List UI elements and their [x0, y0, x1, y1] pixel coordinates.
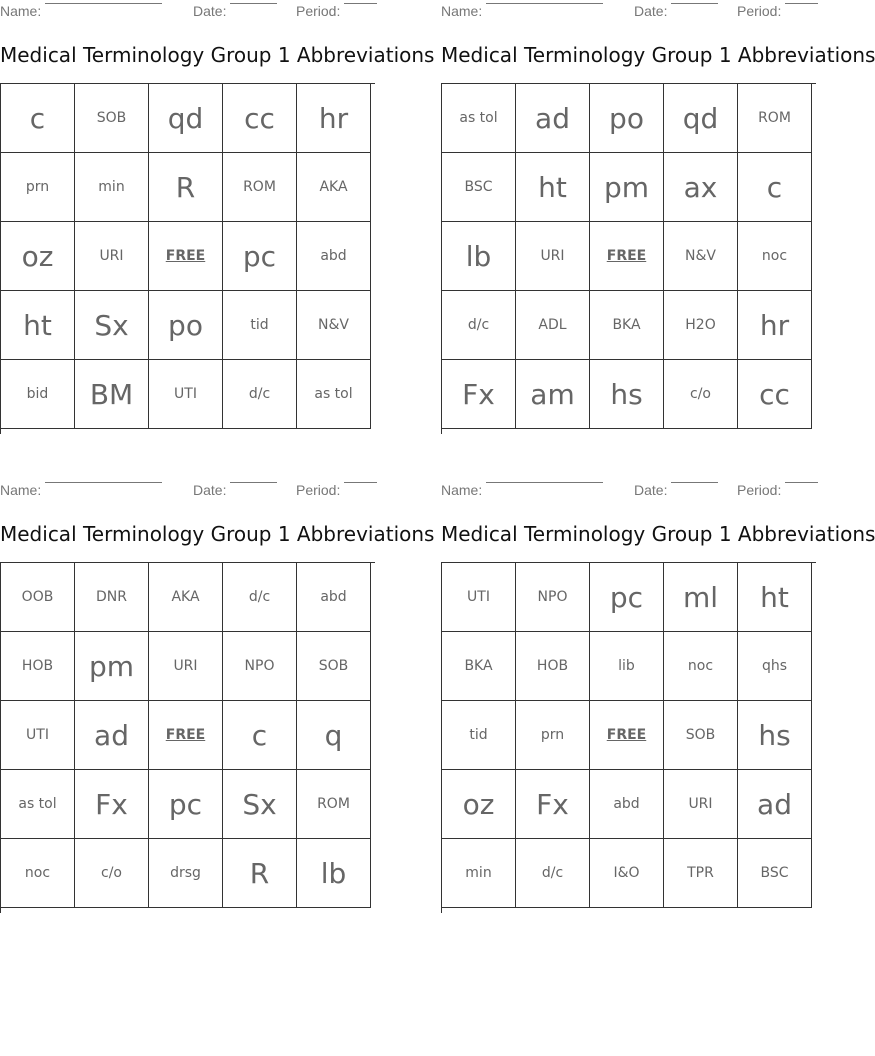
bingo-cell: Fx — [516, 770, 590, 839]
bingo-cell: AKA — [149, 563, 223, 632]
bingo-cell: lb — [297, 839, 371, 908]
bingo-cell: d/c — [442, 291, 516, 360]
bingo-cell: ad — [75, 701, 149, 770]
bingo-cell: abd — [297, 222, 371, 291]
bingo-cell: lib — [590, 632, 664, 701]
bingo-cell: OOB — [1, 563, 75, 632]
bingo-cell: hs — [738, 701, 812, 770]
bingo-cell: DNR — [75, 563, 149, 632]
bingo-cell: tid — [442, 701, 516, 770]
date-label: Date: — [193, 482, 227, 498]
free-space: FREE — [590, 701, 664, 770]
bingo-grid — [0, 562, 375, 913]
bingo-cell: SOB — [75, 84, 149, 153]
bingo-cell: lb — [442, 222, 516, 291]
bingo-cell: HOB — [516, 632, 590, 701]
card-title: Medical Terminology Group 1 Abbreviations — [441, 43, 875, 67]
bingo-cell: qd — [149, 84, 223, 153]
date-label: Date: — [634, 482, 668, 498]
header-fields — [0, 3, 375, 21]
bingo-cell: Sx — [223, 770, 297, 839]
bingo-cell: pc — [223, 222, 297, 291]
bingo-cell: BM — [75, 360, 149, 429]
bingo-cell: AKA — [297, 153, 371, 222]
bingo-cell: UTI — [149, 360, 223, 429]
bingo-cell: am — [516, 360, 590, 429]
bingo-cell: URI — [75, 222, 149, 291]
bingo-cell: H2O — [664, 291, 738, 360]
period-label: Period: — [296, 3, 341, 19]
bingo-cell: oz — [1, 222, 75, 291]
bingo-cell: NPO — [516, 563, 590, 632]
bingo-cell: hs — [590, 360, 664, 429]
bingo-cell: oz — [442, 770, 516, 839]
date-field — [634, 3, 667, 19]
bingo-cell: as tol — [1, 770, 75, 839]
bingo-cell: noc — [738, 222, 812, 291]
bingo-cell: BSC — [442, 153, 516, 222]
bingo-cell: po — [149, 291, 223, 360]
name-label: Name: — [0, 482, 42, 498]
date-field — [193, 3, 226, 19]
period-label: Period: — [737, 3, 782, 19]
period-field — [296, 482, 340, 498]
bingo-cell: bid — [1, 360, 75, 429]
name-label: Name: — [0, 3, 42, 19]
header-fields — [441, 3, 816, 21]
date-field — [634, 482, 667, 498]
bingo-cell: R — [223, 839, 297, 908]
bingo-cell: ml — [664, 563, 738, 632]
header-fields — [0, 482, 375, 500]
bingo-cell: as tol — [297, 360, 371, 429]
bingo-cell: c — [1, 84, 75, 153]
bingo-cell: N&V — [297, 291, 371, 360]
bingo-cell: URI — [516, 222, 590, 291]
bingo-cell: q — [297, 701, 371, 770]
bingo-cell: abd — [297, 563, 371, 632]
bingo-cell: NPO — [223, 632, 297, 701]
bingo-cell: abd — [590, 770, 664, 839]
bingo-cell: ROM — [223, 153, 297, 222]
bingo-cell: ax — [664, 153, 738, 222]
period-label: Period: — [296, 482, 341, 498]
bingo-cell: ad — [516, 84, 590, 153]
card-title: Medical Terminology Group 1 Abbreviations — [0, 43, 435, 67]
bingo-cell: c/o — [75, 839, 149, 908]
bingo-cell: SOB — [297, 632, 371, 701]
period-field — [737, 3, 781, 19]
bingo-cell: cc — [223, 84, 297, 153]
bingo-cell: I&O — [590, 839, 664, 908]
bingo-cell: d/c — [223, 563, 297, 632]
bingo-cell: d/c — [516, 839, 590, 908]
period-label: Period: — [737, 482, 782, 498]
bingo-cell: d/c — [223, 360, 297, 429]
bingo-cell: qd — [664, 84, 738, 153]
name-field — [441, 3, 482, 19]
bingo-cell: UTI — [1, 701, 75, 770]
bingo-cell: HOB — [1, 632, 75, 701]
bingo-cell: tid — [223, 291, 297, 360]
bingo-cell: pc — [590, 563, 664, 632]
bingo-cell: po — [590, 84, 664, 153]
bingo-cell: URI — [664, 770, 738, 839]
bingo-cell: BKA — [590, 291, 664, 360]
bingo-cell: ad — [738, 770, 812, 839]
bingo-cell: ROM — [297, 770, 371, 839]
bingo-grid — [0, 83, 375, 434]
period-field — [296, 3, 340, 19]
name-label: Name: — [441, 482, 483, 498]
free-space: FREE — [590, 222, 664, 291]
header-fields — [441, 482, 816, 500]
bingo-cell: R — [149, 153, 223, 222]
bingo-cell: noc — [664, 632, 738, 701]
name-field — [0, 3, 41, 19]
period-field — [737, 482, 781, 498]
bingo-cell: c — [223, 701, 297, 770]
bingo-cell: qhs — [738, 632, 812, 701]
bingo-cell: cc — [738, 360, 812, 429]
free-space: FREE — [149, 701, 223, 770]
name-field — [441, 482, 482, 498]
bingo-cell: ht — [1, 291, 75, 360]
bingo-cell: URI — [149, 632, 223, 701]
bingo-cell: ht — [516, 153, 590, 222]
bingo-cell: ROM — [738, 84, 812, 153]
bingo-cell: Fx — [442, 360, 516, 429]
date-label: Date: — [193, 3, 227, 19]
bingo-cell: TPR — [664, 839, 738, 908]
bingo-cell: ADL — [516, 291, 590, 360]
date-field — [193, 482, 226, 498]
bingo-cell: pm — [590, 153, 664, 222]
bingo-cell: prn — [516, 701, 590, 770]
bingo-cell: hr — [297, 84, 371, 153]
bingo-cell: ht — [738, 563, 812, 632]
bingo-cell: BKA — [442, 632, 516, 701]
bingo-cell: drsg — [149, 839, 223, 908]
bingo-cell: BSC — [738, 839, 812, 908]
bingo-cell: N&V — [664, 222, 738, 291]
date-label: Date: — [634, 3, 668, 19]
bingo-cell: noc — [1, 839, 75, 908]
bingo-grid — [441, 562, 816, 913]
bingo-cell: pm — [75, 632, 149, 701]
bingo-cell: UTI — [442, 563, 516, 632]
bingo-cell: min — [75, 153, 149, 222]
name-field — [0, 482, 41, 498]
bingo-cell: Sx — [75, 291, 149, 360]
free-space: FREE — [149, 222, 223, 291]
bingo-cell: prn — [1, 153, 75, 222]
card-title: Medical Terminology Group 1 Abbreviations — [441, 522, 875, 546]
bingo-cell: as tol — [442, 84, 516, 153]
bingo-cell: Fx — [75, 770, 149, 839]
bingo-cell: SOB — [664, 701, 738, 770]
bingo-cell: pc — [149, 770, 223, 839]
bingo-grid — [441, 83, 816, 434]
bingo-cell: c/o — [664, 360, 738, 429]
name-label: Name: — [441, 3, 483, 19]
bingo-cell: c — [738, 153, 812, 222]
card-title: Medical Terminology Group 1 Abbreviations — [0, 522, 435, 546]
bingo-cell: hr — [738, 291, 812, 360]
bingo-cell: min — [442, 839, 516, 908]
